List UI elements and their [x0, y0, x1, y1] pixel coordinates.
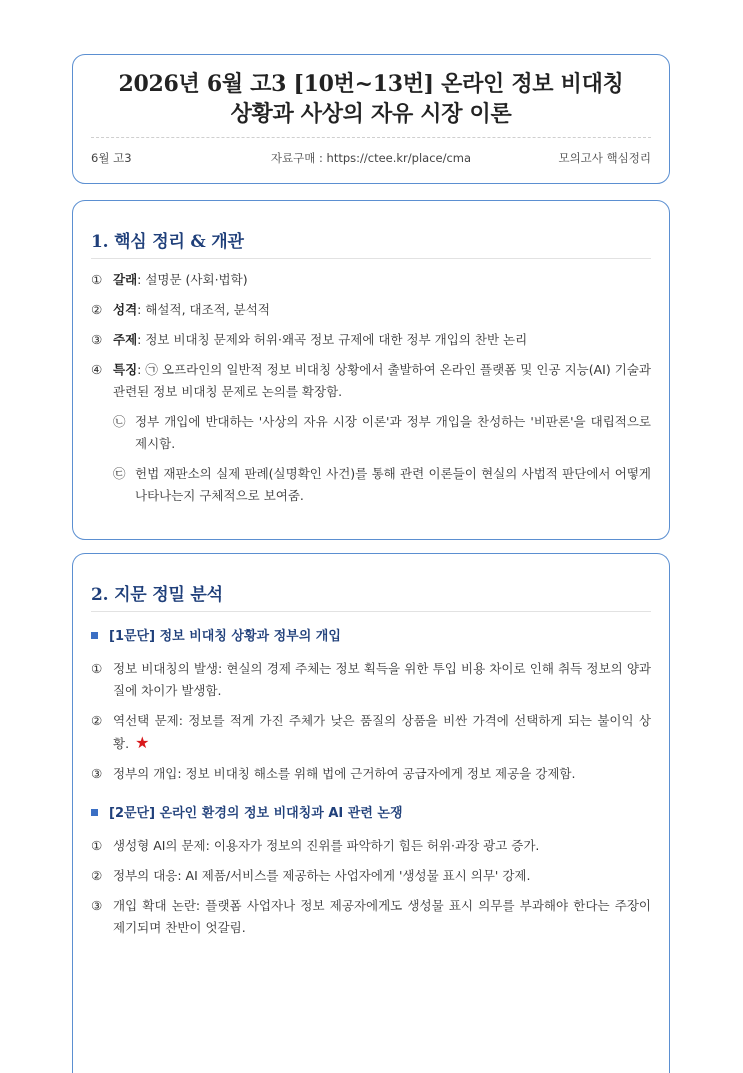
list-item: [91, 658, 651, 702]
section-heading: 2. 지문 정밀 분석: [91, 585, 223, 605]
item-text: 정보 비대칭의 발생: 현실의 경제 주체는 정보 획득을 위한 투입 비용 차이로 인해 취득 정보의 양과 질에 차이가 발생함.: [113, 661, 651, 698]
item-label: 특징: [113, 362, 138, 377]
header-meta: [91, 147, 651, 169]
section-analysis-card: [72, 553, 670, 1073]
item-number: ②: [91, 868, 103, 883]
square-bullet-icon: [91, 632, 98, 639]
list-item: [91, 865, 651, 887]
section-heading: 1. 핵심 정리 & 개관: [91, 232, 244, 252]
paragraph-heading: [91, 626, 651, 648]
subitem-text: 정부 개입에 반대하는 '사상의 자유 시장 이론'과 정부 개입을 찬성하는 '비판론'을 대립적으로 제시함.: [135, 414, 651, 451]
title-line-1: 2026년 6월 고3 [10번~13번] 온라인 정보 비대칭: [118, 71, 624, 97]
doc-type-label: 모의고사 핵심정리: [558, 151, 651, 165]
list-subitem: [113, 411, 651, 455]
square-bullet-icon: [91, 809, 98, 816]
header-divider: [91, 137, 651, 138]
exam-label: 6월 고3: [91, 151, 132, 165]
paragraph-heading-text: [1문단] 정보 비대칭 상황과 정부의 개입: [109, 629, 341, 644]
item-text: : 설명문 (사회·법학): [137, 272, 248, 287]
section-divider: [91, 258, 651, 259]
section-divider: [91, 611, 651, 612]
item-text: : 해설적, 대조적, 분석적: [137, 302, 270, 317]
paragraph-heading: [91, 803, 651, 825]
item-text: 역선택 문제: 정보를 적게 가진 주체가 낮은 품질의 상품을 비싼 가격에 선택하게 되는 불이익 상황.: [113, 713, 651, 751]
item-text: : ㉠ 오프라인의 일반적 정보 비대칭 상황에서 출발하여 온라인 플랫폼 및 인공 지능(AI) 기술과 관련된 정보 비대칭 문제로 논의를 확장함.: [113, 362, 651, 399]
list-item: [91, 359, 651, 403]
item-text: 정부의 개입: 정보 비대칭 해소를 위해 법에 근거하여 공급자에게 정보 제공을 강제함.: [113, 766, 576, 781]
star-icon: ★: [135, 733, 150, 752]
list-item: [91, 710, 651, 755]
item-number: ③: [91, 898, 103, 913]
item-text: 정부의 대응: AI 제품/서비스를 제공하는 사업자에게 '생성물 표시 의무' 강제.: [113, 868, 531, 883]
list-item: [91, 299, 651, 321]
subitem-marker: ㉢: [113, 466, 126, 481]
item-text: : 정보 비대칭 문제와 허위·왜곡 정보 규제에 대한 정부 개입의 찬반 논리: [137, 332, 528, 347]
subitem-text: 헌법 재판소의 실제 판례(실명확인 사건)를 통해 관련 이론들이 현실의 사법적 판단에서 어떻게 나타나는지 구체적으로 보여줌.: [135, 466, 651, 503]
list-item: [91, 329, 651, 351]
list-item: [91, 895, 651, 939]
item-text: 개입 확대 논란: 플랫폼 사업자나 정보 제공자에게도 생성물 표시 의무를 부과해야 한다는 주장이 제기되며 찬반이 엇갈림.: [113, 898, 651, 935]
item-number: ②: [91, 302, 103, 317]
item-number: ①: [91, 272, 103, 287]
item-number: ③: [91, 332, 103, 347]
item-number: ①: [91, 661, 103, 676]
item-number: ①: [91, 838, 103, 853]
list-item: [91, 763, 651, 785]
list-subitem: [113, 463, 651, 507]
item-number: ③: [91, 766, 103, 781]
subitem-marker: ㉡: [113, 414, 126, 429]
list-item: [91, 835, 651, 857]
item-number: ②: [91, 713, 103, 728]
analysis-list: [91, 626, 651, 947]
item-label: 갈래: [113, 272, 138, 287]
header-card: [72, 54, 670, 184]
title-line-2: 상황과 사상의 자유 시장 이론: [230, 101, 512, 127]
section-summary-card: [72, 200, 670, 540]
item-number: ④: [91, 362, 103, 377]
list-item: [91, 269, 651, 291]
item-label: 성격: [113, 302, 138, 317]
purchase-link[interactable]: 자료구매 : https://ctee.kr/place/cma: [270, 151, 472, 165]
paragraph-heading-text: [2문단] 온라인 환경의 정보 비대칭과 AI 관련 논쟁: [109, 806, 403, 821]
page-title: [73, 69, 669, 129]
item-text: 생성형 AI의 문제: 이용자가 정보의 진위를 파악하기 힘든 허위·과장 광고 증가.: [113, 838, 540, 853]
item-label: 주제: [113, 332, 138, 347]
summary-list: [91, 269, 651, 515]
